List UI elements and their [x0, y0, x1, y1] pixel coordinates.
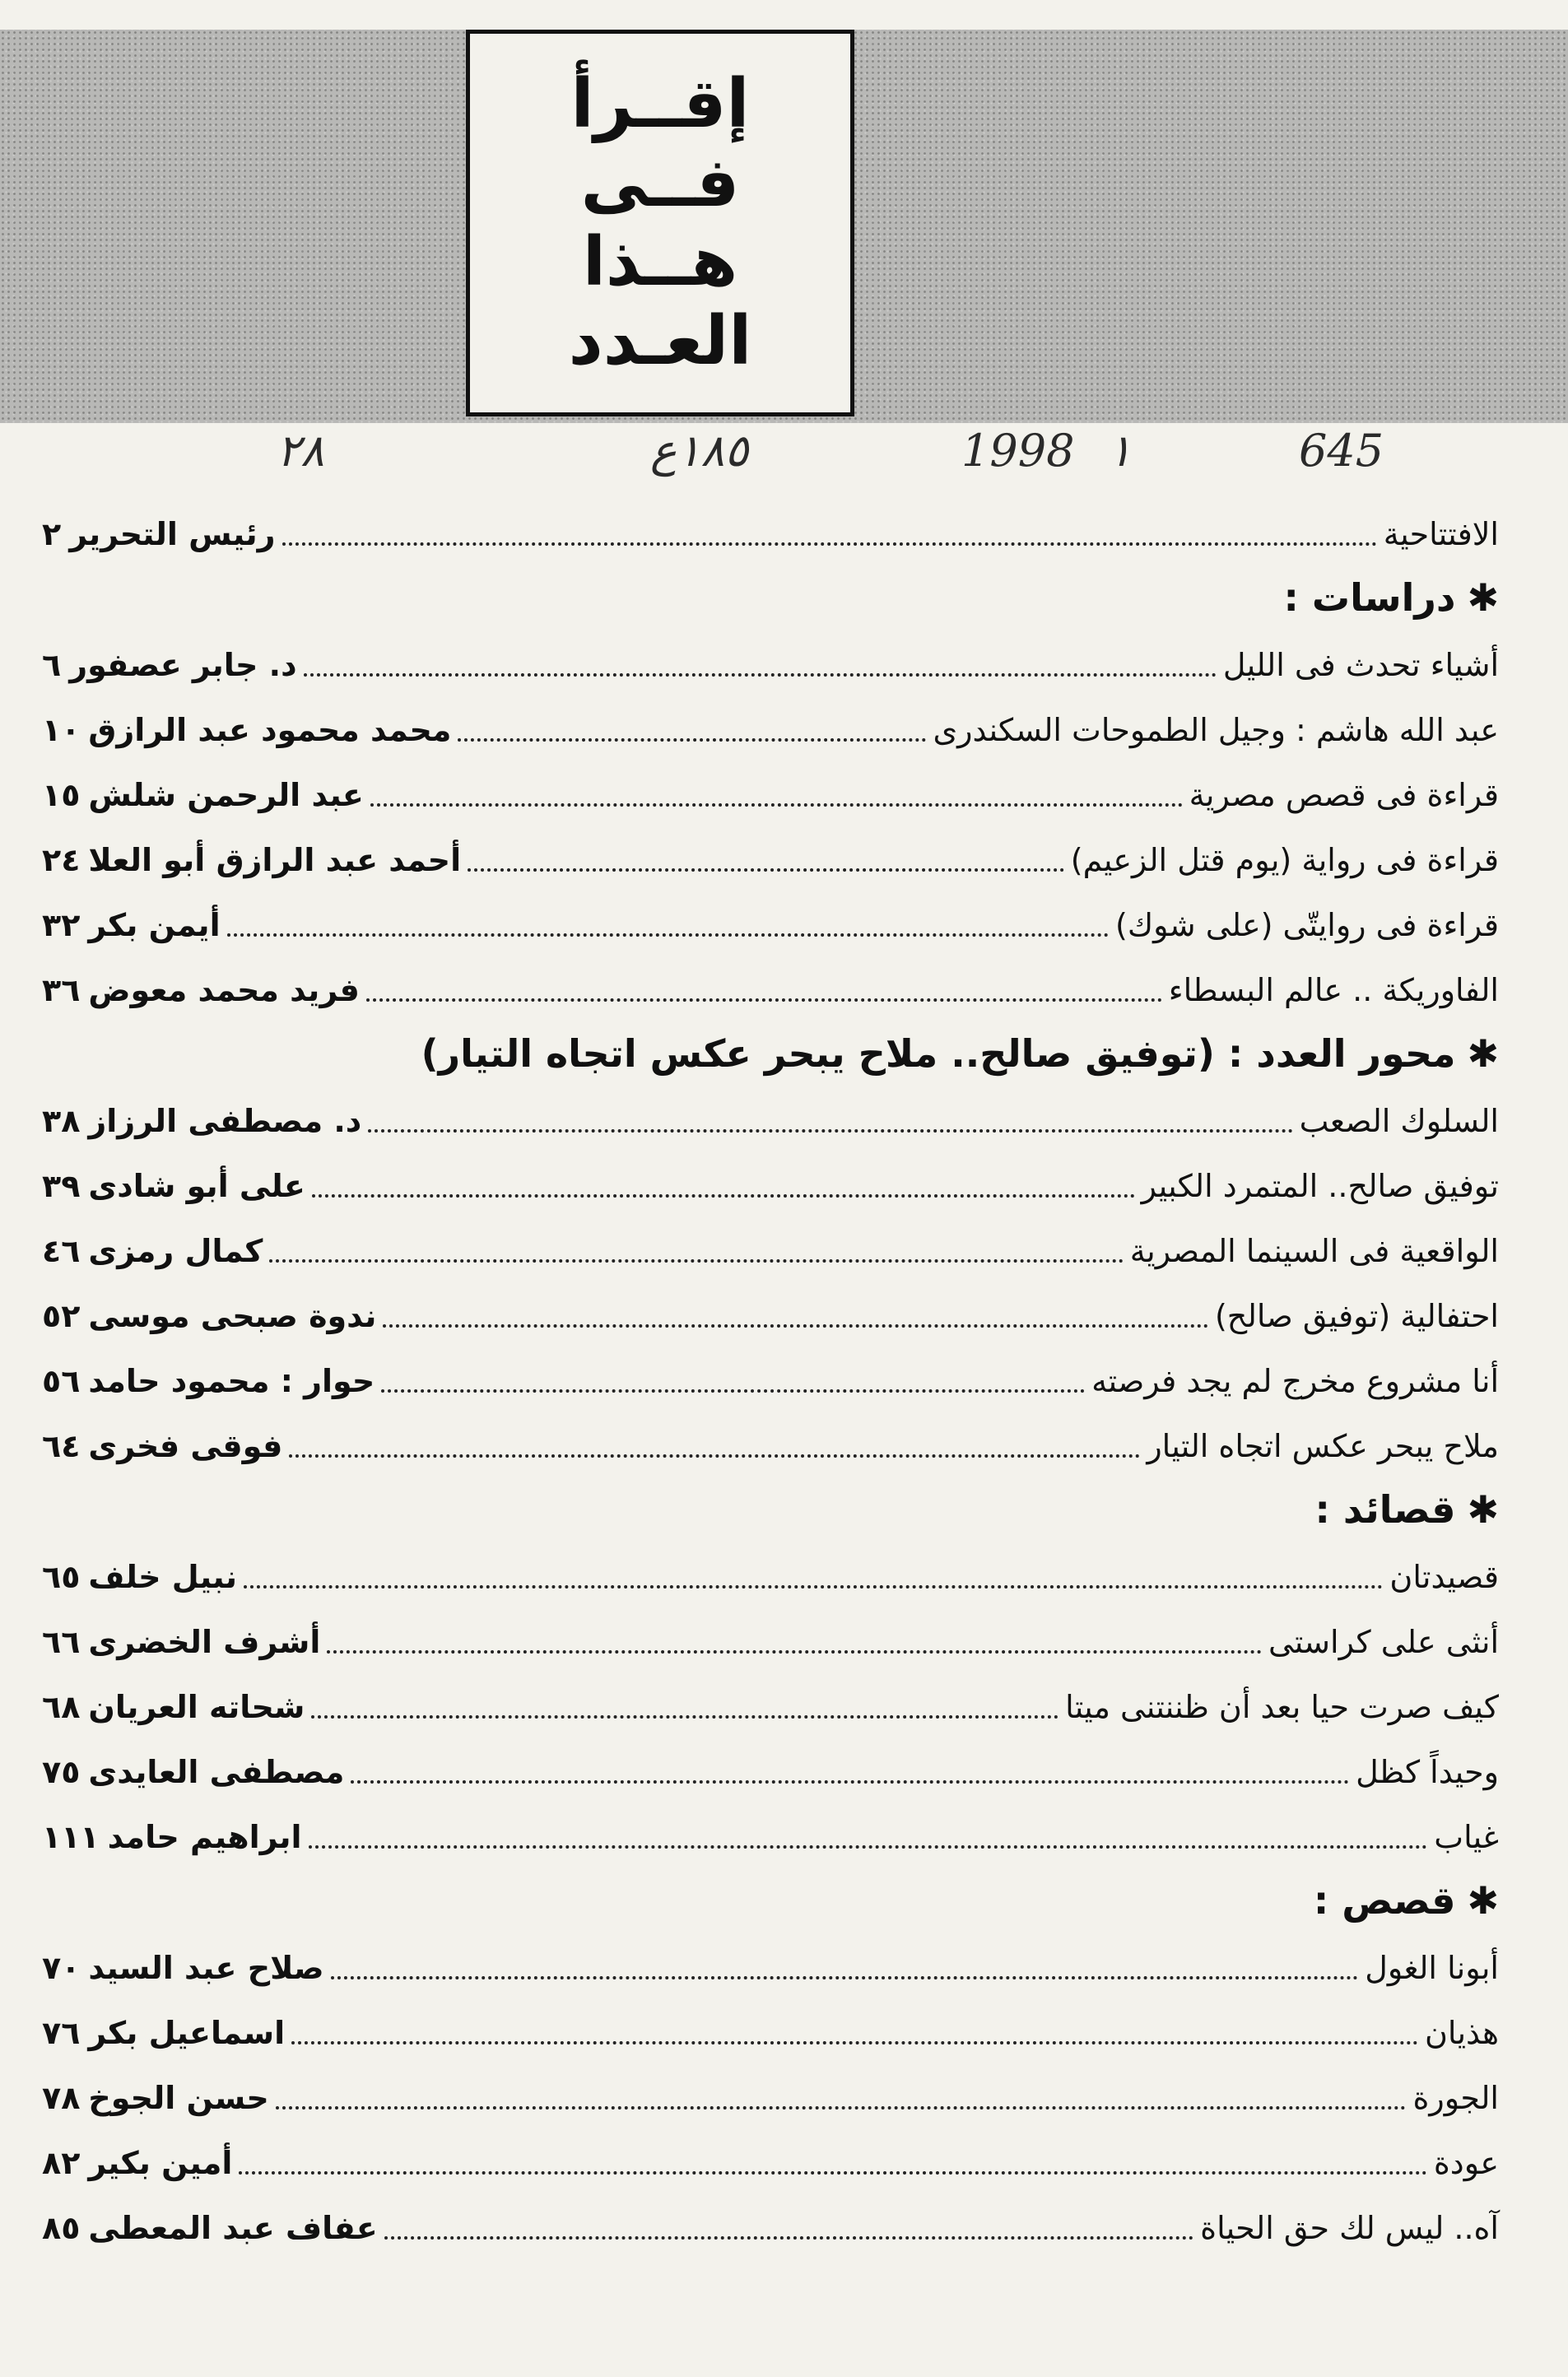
entry-page-number: ٢	[42, 516, 62, 552]
entry-title: الواقعية فى السينما المصرية	[1129, 1233, 1499, 1269]
toc-entry	[42, 1793, 1499, 1858]
asterisk-icon: ✱	[1467, 1878, 1499, 1923]
entry-page-number: ٣٨	[42, 1103, 81, 1139]
entry-page-number: ٦٤	[42, 1428, 81, 1464]
entry-title: الفاوريكة .. عالم البسطاء	[1168, 972, 1499, 1008]
section-heading	[42, 556, 1499, 621]
entry-author: على أبو شادى	[88, 1168, 305, 1204]
toc-entry	[42, 1402, 1499, 1468]
entry-title: عودة	[1433, 2145, 1499, 2181]
entry-title: قراءة فى قصص مصرية	[1189, 777, 1499, 813]
dot-leader	[309, 1845, 1428, 1849]
dot-leader	[370, 803, 1183, 807]
toc-entry	[42, 2119, 1499, 2184]
dot-leader	[282, 542, 1377, 546]
entry-author: فريد محمد معوض	[88, 972, 360, 1008]
dot-leader	[351, 1780, 1349, 1784]
toc-entry	[42, 947, 1499, 1012]
section-heading-text: قصائد :	[1314, 1487, 1456, 1532]
entry-title: احتفالية (توفيق صالح)	[1214, 1298, 1499, 1334]
toc-entry	[42, 881, 1499, 947]
entry-author: صلاح عبد السيد	[88, 1950, 324, 1986]
entry-page-number: ٣٢	[42, 907, 81, 943]
asterisk-icon: ✱	[1467, 575, 1499, 620]
dot-leader	[381, 1389, 1085, 1393]
entry-author: عبد الرحمن شلش	[88, 777, 364, 813]
title-box	[466, 30, 854, 416]
entry-page-number: ٦٦	[42, 1624, 81, 1660]
entry-author: محمد محمود عبد الرازق	[88, 712, 452, 748]
toc-entry	[42, 1728, 1499, 1793]
table-of-contents	[42, 491, 1499, 2249]
asterisk-icon: ✱	[1467, 1487, 1499, 1532]
handwritten-note: 645	[1299, 425, 1384, 477]
entry-page-number: ٨٢	[42, 2145, 81, 2181]
entry-author: كمال رمزى	[88, 1233, 263, 1269]
toc-entry	[42, 751, 1499, 816]
entry-title: أشياء تحدث فى الليل	[1222, 647, 1499, 683]
entry-title: غياب	[1434, 1819, 1499, 1855]
entry-title: ملاح يبحر عكس اتجاه التيار	[1147, 1428, 1499, 1464]
entry-author: أحمد عبد الرازق أبو العلا	[88, 842, 462, 878]
entry-page-number: ٢٤	[42, 842, 81, 878]
entry-title: قراءة فى روايتّى (على شوك)	[1115, 907, 1499, 943]
toc-entry	[42, 1598, 1499, 1663]
entry-author: ندوة صبحى موسى	[88, 1298, 377, 1334]
entry-page-number: ٧٦	[42, 2015, 81, 2051]
entry-page-number: ٧٨	[42, 2080, 81, 2116]
dot-leader	[327, 1650, 1262, 1654]
entry-author: ابراهيم حامد	[107, 1819, 302, 1855]
entry-author: نبيل خلف	[88, 1559, 237, 1595]
entry-author: د. جابر عصفور	[69, 647, 297, 683]
entry-author: د. مصطفى الرزاز	[88, 1103, 362, 1139]
entry-page-number: ٧٠	[42, 1950, 81, 1986]
handwritten-note: 1998	[961, 425, 1075, 477]
dot-leader	[244, 1585, 1383, 1589]
entry-title: قراءة فى رواية (يوم قتل الزعيم)	[1070, 842, 1499, 878]
entry-page-number: ٦٨	[42, 1689, 81, 1725]
section-heading	[42, 1012, 1499, 1077]
entry-page-number: ٣٦	[42, 972, 81, 1008]
handwritten-note: ١	[1108, 425, 1133, 477]
entry-title: أنا مشروع مخرج لم يجد فرصته	[1091, 1363, 1499, 1399]
entry-page-number: ٦	[42, 647, 62, 683]
entry-page-number: ١٥	[42, 777, 81, 813]
toc-entry	[42, 816, 1499, 881]
entry-author: مصطفى العايدى	[88, 1754, 345, 1790]
handwritten-note: ١٨٥ع	[650, 425, 749, 477]
section-heading	[42, 1858, 1499, 1924]
entry-author: حسن الجوخ	[88, 2080, 269, 2116]
entry-author: أيمن بكر	[88, 907, 221, 943]
toc-entry	[42, 2054, 1499, 2119]
entry-title: عبد الله هاشم : وجيل الطموحات السكندرى	[933, 712, 1499, 748]
dot-leader	[227, 933, 1109, 937]
toc-entry	[42, 1142, 1499, 1207]
section-heading-text: قصص :	[1313, 1878, 1456, 1923]
entry-title: الافتتاحية	[1383, 516, 1499, 552]
dot-leader	[384, 2236, 1193, 2240]
entry-page-number: ٤٦	[42, 1233, 81, 1269]
entry-page-number: ٨٥	[42, 2210, 81, 2246]
entry-title: هذيان	[1424, 2015, 1499, 2051]
toc-entry	[42, 2184, 1499, 2249]
entry-author: عفاف عبد المعطى	[88, 2210, 378, 2246]
dot-leader	[366, 998, 1162, 1002]
dot-leader	[331, 1976, 1359, 1979]
dot-leader	[312, 1194, 1135, 1198]
entry-author: فوقى فخرى	[88, 1428, 283, 1464]
dot-leader	[368, 1129, 1292, 1133]
entry-title: توفيق صالح.. المتمرد الكبير	[1141, 1168, 1499, 1204]
entry-page-number: ١٠	[42, 712, 81, 748]
entry-title: وحيداً كظل	[1356, 1754, 1499, 1790]
toc-entry	[42, 1533, 1499, 1598]
dot-leader	[276, 2106, 1407, 2110]
title-line-4: العـدد	[568, 302, 752, 380]
entry-author: أمين بكير	[88, 2145, 233, 2181]
dot-leader	[289, 1454, 1140, 1458]
entry-title: كيف صرت حيا بعد أن ظننتنى ميتا	[1065, 1689, 1499, 1725]
entry-author: رئيس التحرير	[69, 516, 276, 552]
dot-leader	[311, 1715, 1059, 1719]
entry-title: آه.. ليس لك حق الحياة	[1200, 2210, 1499, 2246]
entry-title: الجورة	[1412, 2080, 1499, 2116]
dot-leader	[468, 868, 1064, 872]
handwritten-note: ٢٨	[277, 425, 325, 477]
asterisk-icon: ✱	[1467, 1031, 1499, 1076]
title-line-2: فــى	[580, 144, 740, 222]
entry-title: قصيدتان	[1389, 1559, 1499, 1595]
section-heading-text: دراسات :	[1283, 575, 1456, 620]
toc-entry	[42, 1924, 1499, 1989]
title-line-1: إقــرأ	[570, 65, 750, 143]
toc-entry	[42, 686, 1499, 751]
entry-page-number: ٥٢	[42, 1298, 81, 1334]
dot-leader	[304, 673, 1217, 677]
entry-page-number: ٥٦	[42, 1363, 81, 1399]
toc-entry	[42, 491, 1499, 556]
section-heading-text: محور العدد : (توفيق صالح.. ملاح يبحر عكس اتجاه التيار)	[421, 1031, 1456, 1076]
entry-title: أبونا الغول	[1365, 1950, 1499, 1986]
dot-leader	[291, 2041, 1418, 2044]
entry-page-number: ٣٩	[42, 1168, 81, 1204]
dot-leader	[239, 2171, 1426, 2175]
toc-entry	[42, 1989, 1499, 2054]
toc-entry	[42, 1272, 1499, 1337]
toc-entry	[42, 1337, 1499, 1402]
toc-entry	[42, 1077, 1499, 1142]
dot-leader	[383, 1324, 1208, 1328]
dot-leader	[269, 1259, 1123, 1263]
entry-title: أنثى على كراستى	[1268, 1624, 1499, 1660]
entry-page-number: ٦٥	[42, 1559, 81, 1595]
section-heading	[42, 1468, 1499, 1533]
title-line-3: هــذا	[582, 223, 738, 301]
entry-author: شحاته العريان	[88, 1689, 305, 1725]
entry-page-number: ١١١	[42, 1819, 100, 1855]
entry-author: حوار : محمود حامد	[88, 1363, 375, 1399]
toc-entry	[42, 1207, 1499, 1272]
dot-leader	[458, 738, 926, 742]
entry-title: السلوك الصعب	[1299, 1103, 1499, 1139]
entry-author: اسماعيل بكر	[88, 2015, 286, 2051]
toc-entry	[42, 621, 1499, 686]
entry-page-number: ٧٥	[42, 1754, 81, 1790]
toc-entry	[42, 1663, 1499, 1728]
entry-author: أشرف الخضرى	[88, 1624, 321, 1660]
